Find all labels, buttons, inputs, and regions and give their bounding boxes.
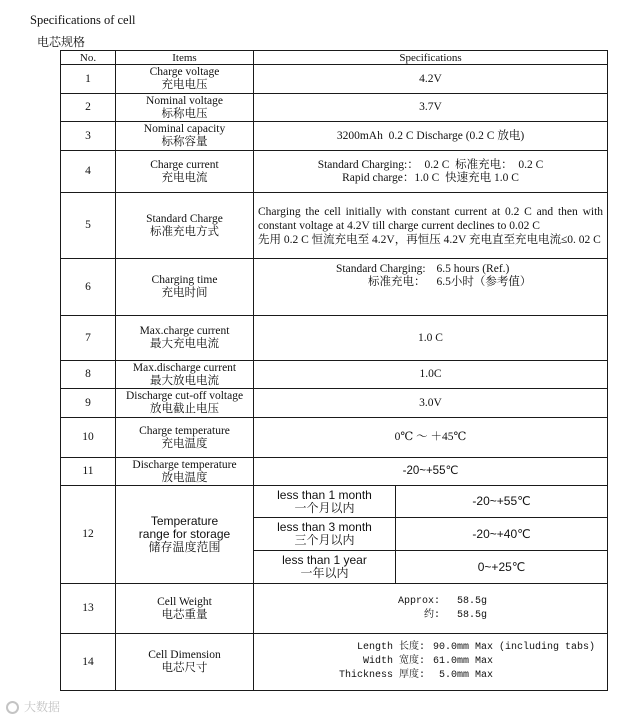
storage-range-cell	[396, 518, 608, 551]
storage-range-cell	[396, 486, 608, 518]
item-cell	[116, 458, 254, 486]
storage-period-cell	[254, 551, 396, 584]
row-number: 4	[61, 151, 116, 193]
spec-cell	[254, 634, 608, 691]
spec-standard-charging: Standard Charging:： 0.2 C 标准充电： 0.2 C	[317, 158, 544, 171]
table-row	[61, 458, 608, 486]
spec-value: 1.0C	[419, 368, 442, 380]
spec-description-cn: 先用 0.2 C 恒流充电至 4.2V，再恒压 4.2V 充电直至充电电流≤0. 02 C	[258, 233, 601, 246]
table-row	[61, 634, 608, 691]
spec-label: 标准充电：	[368, 276, 426, 288]
row-number: 12	[61, 486, 116, 584]
spec-cell	[254, 65, 608, 94]
spec-cell	[254, 193, 608, 259]
item-name-en: Nominal capacity	[143, 123, 226, 135]
row-number: 7	[61, 316, 116, 361]
spec-label: Width 宽度:	[363, 656, 426, 667]
spec-cell	[254, 259, 608, 316]
table-row	[61, 389, 608, 418]
item-name-cn: 储存温度范围	[148, 540, 221, 554]
row-number: 10	[61, 418, 116, 458]
spec-cell	[254, 316, 608, 361]
spec-label: 约:	[424, 609, 441, 621]
row-number: 8	[61, 361, 116, 389]
table-row	[61, 259, 608, 316]
item-name-cn: 充电时间	[161, 287, 208, 299]
spec-cell	[254, 418, 608, 458]
item-cell	[116, 259, 254, 316]
item-cell	[116, 316, 254, 361]
item-name-cn: 充电温度	[161, 437, 208, 450]
spec-value: 6.5 hours (Ref.)	[436, 263, 510, 275]
row-number: 14	[61, 634, 116, 691]
row-number: 9	[61, 389, 116, 418]
item-name-cn: 标称电压	[161, 107, 208, 120]
item-name-en: Charging time	[151, 274, 218, 286]
spec-value: 58.5g	[457, 595, 488, 607]
item-name-en: Discharge cut-off voltage	[125, 390, 244, 402]
item-cell	[116, 486, 254, 584]
item-cell	[116, 634, 254, 691]
row-number: 6	[61, 259, 116, 316]
item-name-cn: 最大充电电流	[150, 338, 219, 350]
spec-cell	[254, 122, 608, 151]
row-number: 2	[61, 94, 116, 122]
table-row	[61, 486, 608, 518]
item-name-cn: 充电电压	[161, 79, 208, 91]
spec-cell	[254, 584, 608, 634]
watermark-text: 大数据	[24, 700, 61, 714]
item-cell	[116, 65, 254, 94]
item-name-cn: 最大放电电流	[150, 374, 219, 387]
table-row	[61, 418, 608, 458]
item-name-en: Cell Dimension	[148, 649, 221, 661]
item-name-en: Nominal voltage	[146, 94, 223, 107]
storage-range: -20~+55℃	[472, 494, 531, 508]
item-cell	[116, 418, 254, 458]
spec-value: 4.2V	[419, 72, 442, 85]
table-row	[61, 193, 608, 259]
spec-cell	[254, 151, 608, 193]
item-name-en: Charge voltage	[149, 66, 220, 78]
row-number: 5	[61, 193, 116, 259]
item-name-en: Charge temperature	[139, 424, 230, 437]
item-name-en: Max.charge current	[139, 325, 230, 337]
storage-range: -20~+40℃	[472, 526, 531, 541]
spec-value: 0℃ ～ ＋45℃	[394, 431, 467, 443]
spec-value: 6.5小时（参考值）	[436, 276, 532, 288]
storage-period-en: less than 1 month	[277, 487, 372, 502]
item-name-en: Charge current	[150, 158, 219, 171]
item-cell	[116, 151, 254, 193]
header-items: Items	[116, 51, 254, 65]
spec-description-en: Charging the cell initially with constant current at 0.2 C and then with constant voltage at 4.2V till charge current declines to 0.02 C	[258, 205, 604, 232]
storage-period-cn: 三个月以内	[294, 533, 355, 547]
storage-period-cn: 一个月以内	[294, 500, 355, 515]
spec-value: 3.7V	[419, 101, 442, 113]
spec-value: 5.0mm Max	[439, 670, 494, 681]
cell-weight-list	[398, 595, 604, 623]
table-row	[61, 94, 608, 122]
spec-value: -20~+55℃	[402, 465, 459, 477]
storage-period-cn: 一年以内	[300, 566, 349, 580]
spec-cell	[254, 361, 608, 389]
item-name-en: Cell Weight	[157, 595, 212, 608]
item-name-cn: 电芯尺寸	[161, 662, 208, 674]
spec-cell	[254, 94, 608, 122]
spec-value: 1.0 C	[418, 331, 443, 344]
header-specifications: Specifications	[254, 51, 608, 65]
item-name-en-line-2: range for storage	[138, 527, 231, 541]
spec-rapid-charge: Rapid charge：1.0 C 快速充电 1.0 C	[342, 171, 519, 184]
item-name-en: Max.discharge current	[132, 361, 237, 374]
table-header-row	[61, 51, 608, 65]
header-no: No.	[61, 51, 116, 65]
item-name-en: Standard Charge	[146, 212, 223, 225]
storage-period-en: less than 3 month	[277, 520, 372, 534]
table-row	[61, 316, 608, 361]
table-row	[61, 361, 608, 389]
cell-dimension-list	[339, 641, 604, 683]
spec-value: 3200mAh 0.2 C Discharge (0.2 C 放电)	[336, 129, 525, 142]
storage-period-cell	[254, 486, 396, 518]
specifications-table	[60, 50, 608, 691]
spec-label: Thickness 厚度:	[339, 670, 426, 681]
item-name-cn: 放电温度	[161, 471, 208, 484]
spec-label: Approx:	[398, 595, 441, 607]
item-name-en: Discharge temperature	[132, 458, 237, 471]
spec-cell	[254, 458, 608, 486]
charging-time-list	[336, 263, 604, 289]
table-row	[61, 65, 608, 94]
item-name-cn: 标准充电方式	[150, 225, 219, 238]
spec-value: 58.5g	[457, 609, 488, 621]
table-row	[61, 122, 608, 151]
row-number: 1	[61, 65, 116, 94]
watermark-logo-icon	[6, 701, 19, 714]
spec-value: 61.0mm Max	[433, 656, 494, 667]
storage-period-cell	[254, 518, 396, 551]
item-cell	[116, 584, 254, 634]
storage-range: 0~+25℃	[477, 559, 526, 574]
spec-cell	[254, 389, 608, 418]
item-cell	[116, 361, 254, 389]
spec-value: 3.0V	[419, 396, 442, 409]
item-name-cn: 放电截止电压	[150, 403, 219, 415]
item-name-en-line-1: Temperature	[150, 514, 219, 528]
item-name-cn: 标称容量	[161, 136, 208, 148]
item-cell	[116, 122, 254, 151]
row-number: 13	[61, 584, 116, 634]
spec-label: Standard Charging:	[336, 263, 426, 275]
table-row	[61, 584, 608, 634]
document-title: Specifications of cell	[30, 13, 136, 27]
watermark	[6, 699, 60, 715]
item-name-cn: 电芯重量	[161, 608, 208, 621]
storage-range-cell	[396, 551, 608, 584]
spec-label: Length 长度:	[357, 642, 426, 653]
spec-value: 90.0mm Max (including tabs)	[433, 642, 596, 653]
item-cell	[116, 193, 254, 259]
storage-period-en: less than 1 year	[282, 553, 367, 567]
item-cell	[116, 389, 254, 418]
item-cell	[116, 94, 254, 122]
row-number: 3	[61, 122, 116, 151]
table-row	[61, 151, 608, 193]
row-number: 11	[61, 458, 116, 486]
item-name-cn: 充电电流	[161, 171, 208, 184]
document-subtitle: 电芯规格	[37, 35, 86, 49]
